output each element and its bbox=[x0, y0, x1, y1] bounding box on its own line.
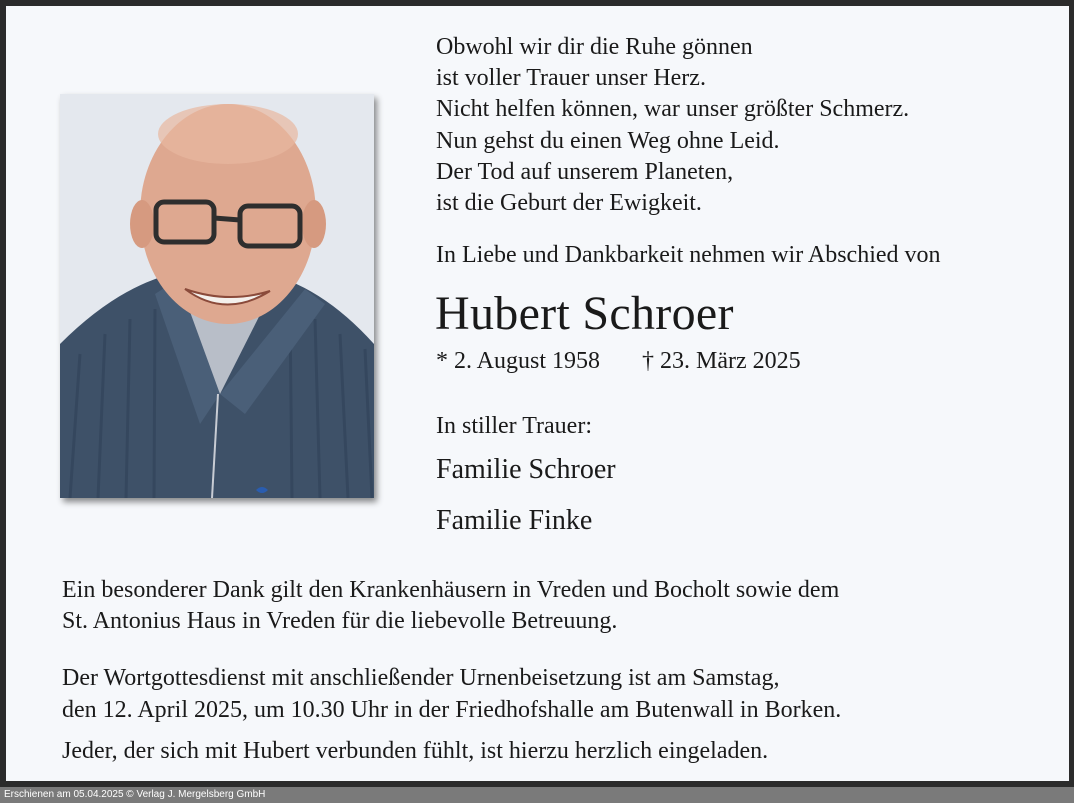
mourner-family: Familie Finke bbox=[436, 505, 593, 536]
service-line: den 12. April 2025, um 10.30 Uhr in der Friedhofshalle am Butenwall in Borken. bbox=[62, 697, 842, 723]
farewell-intro: In Liebe und Dankbarkeit nehmen wir Abschied von bbox=[436, 242, 941, 268]
deceased-name: Hubert Schroer bbox=[435, 287, 734, 340]
life-dates bbox=[436, 348, 801, 375]
obituary-card bbox=[6, 6, 1069, 781]
thanks-line: Ein besonderer Dank gilt den Krankenhäusern in Vreden und Bocholt sowie dem bbox=[62, 577, 840, 603]
portrait-photo bbox=[60, 94, 374, 498]
thanks-line: St. Antonius Haus in Vreden für die liebevolle Betreuung. bbox=[62, 608, 618, 634]
birth-date: * 2. August 1958 bbox=[436, 348, 601, 374]
poem-line: Nicht helfen können, war unser größter Schmerz. bbox=[436, 96, 910, 123]
mourner-family: Familie Schroer bbox=[436, 454, 616, 485]
poem bbox=[436, 32, 909, 219]
poem-line: Nun gehst du einen Weg ohne Leid. bbox=[436, 127, 780, 154]
service-line: Der Wortgottesdienst mit anschließender Urnenbeisetzung ist am Samstag, bbox=[62, 665, 780, 691]
poem-line: ist die Geburt der Ewigkeit. bbox=[436, 190, 702, 217]
poem-line: ist voller Trauer unser Herz. bbox=[436, 65, 706, 92]
publication-footer: Erschienen am 05.04.2025 © Verlag J. Mergelsberg GmbH bbox=[0, 787, 1074, 803]
mourners-heading: In stiller Trauer: bbox=[436, 413, 592, 439]
poem-line: Obwohl wir dir die Ruhe gönnen bbox=[436, 34, 753, 60]
poem-line: Der Tod auf unserem Planeten, bbox=[436, 158, 734, 185]
invitation-text: Jeder, der sich mit Hubert verbunden fühlt, ist hierzu herzlich eingeladen. bbox=[62, 738, 769, 764]
thanks-paragraph bbox=[62, 575, 839, 637]
service-paragraph bbox=[62, 662, 841, 726]
death-date: † 23. März 2025 bbox=[642, 348, 801, 374]
